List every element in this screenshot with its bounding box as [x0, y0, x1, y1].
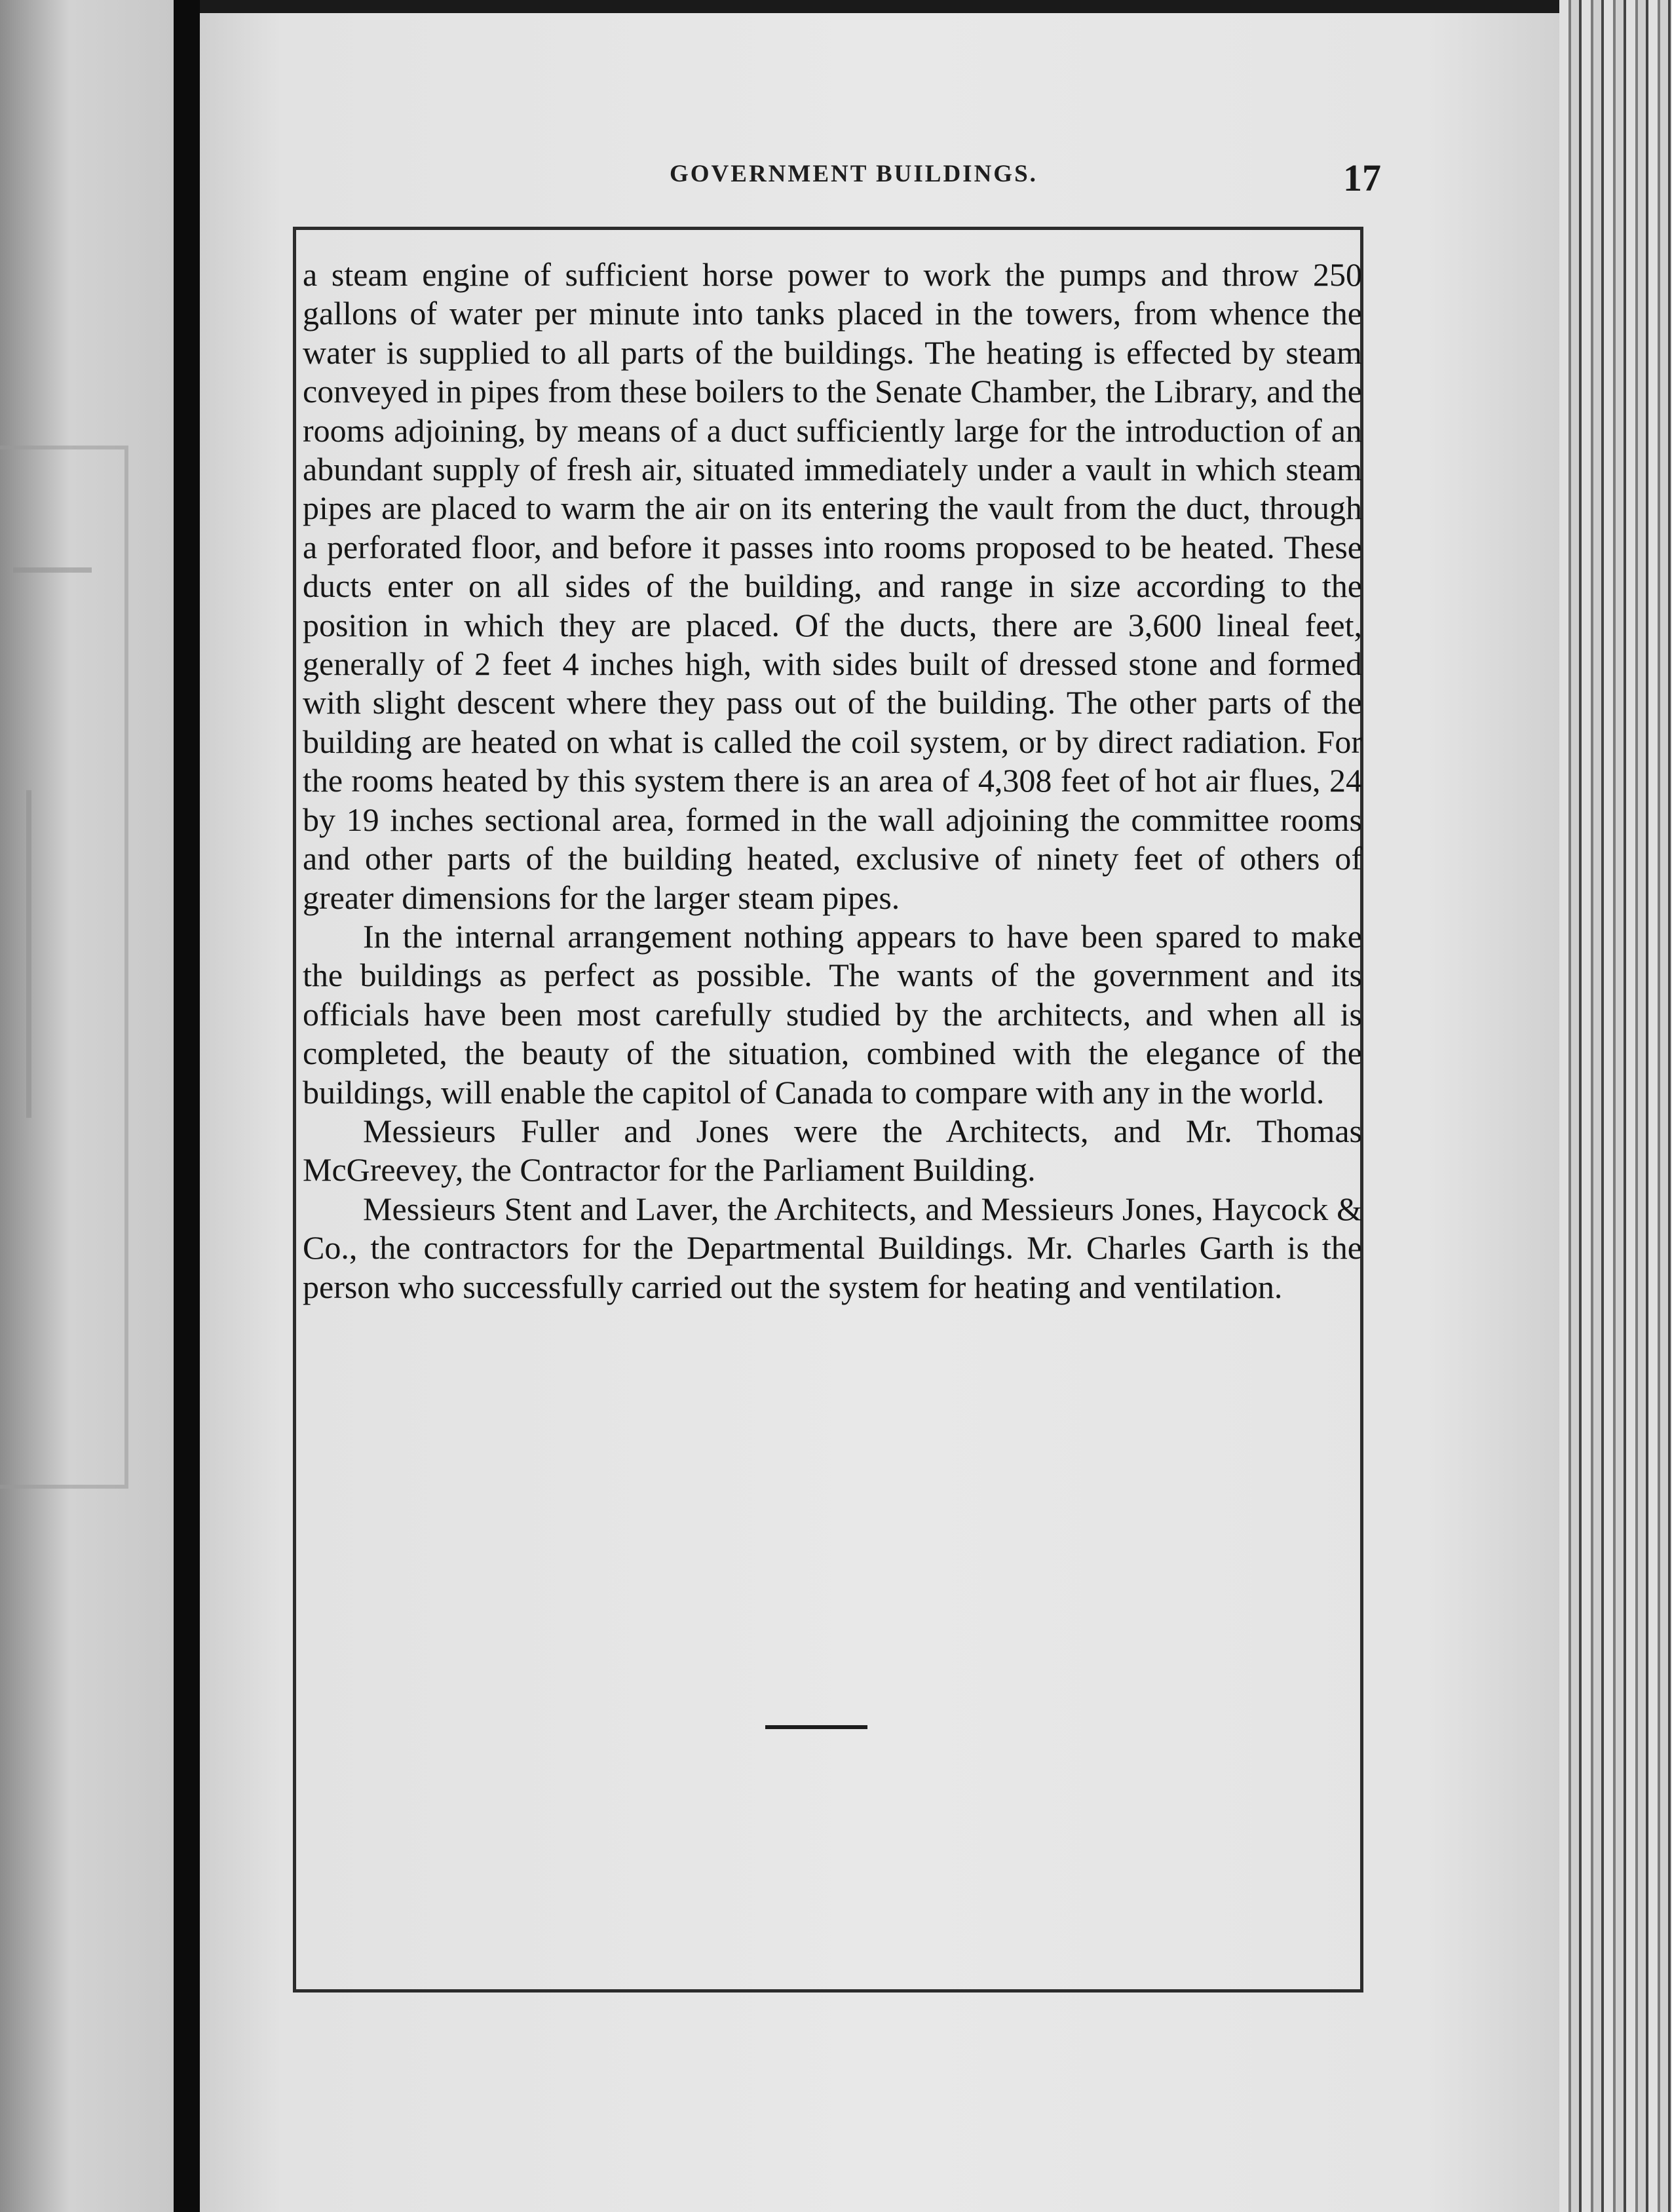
body-text [303, 256, 1362, 1306]
paragraph: Messieurs Stent and Laver, the Architects, and Messieurs Jones, Haycock & Co., the contractors for the Departmental Buildings. Mr. Charles Garth is the person who successfully carried out the system for heating and ventilation. [303, 1190, 1362, 1305]
paragraph: In the internal arrangement nothing appears to have been spared to make the buildings as perfect as possible. The wants of the government and its officials have been most carefully studied by the architects, and when all is completed, the beauty of the situation, combined with the elegance of the buildings, will enable the capitol of Canada to compare with any in the world. [303, 917, 1362, 1111]
page-edges [1559, 0, 1672, 2212]
facing-page-floor-plan [0, 446, 128, 1489]
running-head: GOVERNMENT BUILDINGS. [670, 161, 1038, 187]
page-number: 17 [1343, 157, 1381, 199]
paragraph: Messieurs Fuller and Jones were the Architects, and Mr. Thomas McGreevey, the Contractor for the Parliament Building. [303, 1112, 1362, 1189]
paragraph: a steam engine of sufficient horse power to work the pumps and throw 250 gallons of water per minute into tanks placed in the towers, from whence the water is supplied to all parts of the buildings. The heating is effected by steam conveyed in pipes from these boilers to the Senate Chamber, the Library, and the rooms adjoining, by means of a duct sufficiently large for the introduction of an abundant supply of fresh air, situated immediately under a vault in which steam pipes are placed to warm the air on its entering the vault from the duct, through a perforated floor, and before it passes into rooms proposed to be heated. These ducts enter on all sides of the building, and range in size according to the position in which they are placed. Of the ducts, there are 3,600 lineal feet, generally of 2 feet 4 inches high, with sides built of dressed stone and formed with slight descent where they pass out of the building. The other parts of the building are heated on what is called the coil system, or by direct radiation. For the rooms heated by this system there is an area of 4,308 feet of hot air flues, 24 by 19 inches sectional area, formed in the wall adjoining the committee rooms and other parts of the building heated, exclusive of ninety feet of others of greater dimensions for the larger steam pipes. [303, 256, 1362, 916]
end-rule [765, 1725, 867, 1729]
book-spine [174, 0, 200, 2212]
